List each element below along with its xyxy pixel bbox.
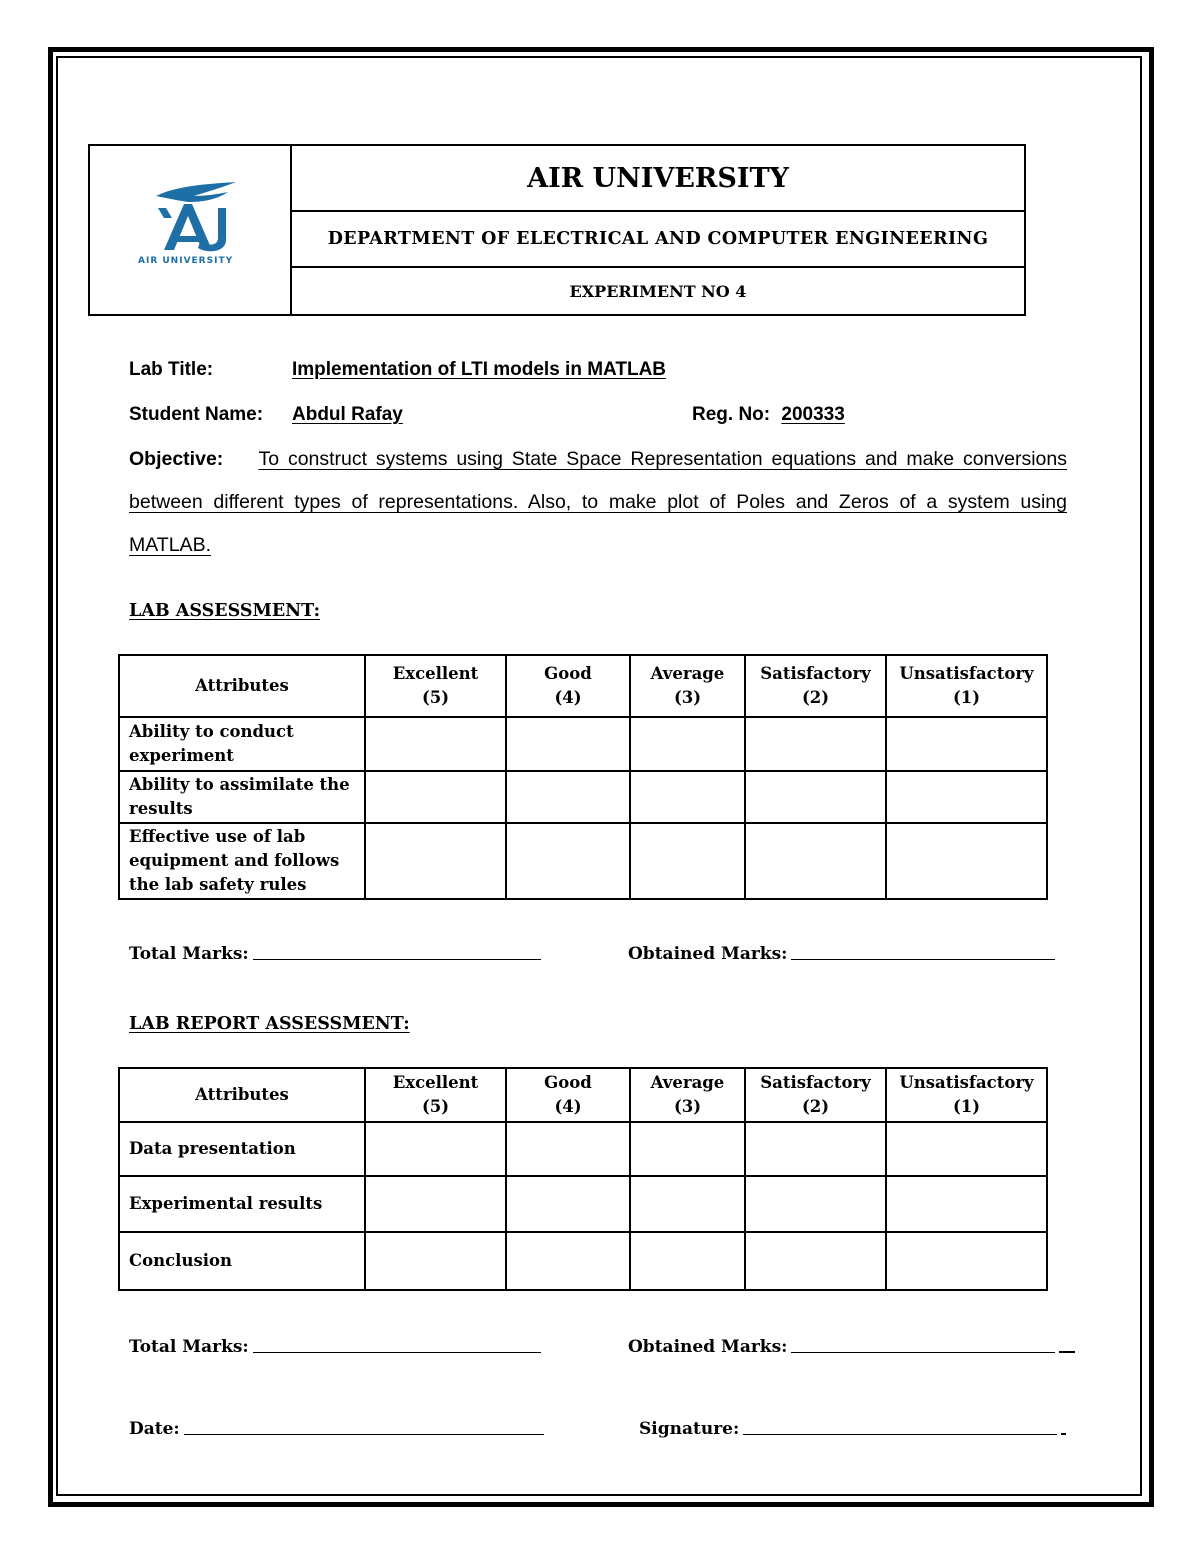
score-cell[interactable] [745, 771, 886, 823]
logo-text: AIR UNIVERSITY [138, 256, 234, 266]
department-title: DEPARTMENT OF ELECTRICAL AND COMPUTER ENGINEERING [292, 212, 1024, 268]
obtained-marks-label: Obtained Marks: [628, 1337, 788, 1357]
score-cell[interactable] [506, 1232, 630, 1290]
column-header: Excellent (5) [365, 1068, 506, 1122]
table-row [119, 717, 1047, 771]
lab-report-assessment-title: LAB REPORT ASSESSMENT: [129, 1014, 410, 1034]
table-row [119, 823, 1047, 899]
column-header: Satisfactory (2) [745, 1068, 886, 1122]
row-attribute: Conclusion [119, 1232, 365, 1290]
table-row [119, 1176, 1047, 1232]
logo-cell [90, 146, 292, 314]
signature-field[interactable] [743, 1433, 1057, 1435]
objective-value: To construct systems using State Space Representation equations and make conversions between different types of representations. Also, to make plot of Poles and Zeros of a system using MATLAB. [129, 448, 1067, 556]
score-cell[interactable] [886, 1176, 1047, 1232]
row-attribute: Data presentation [119, 1122, 365, 1176]
score-cell[interactable] [745, 823, 886, 899]
score-cell[interactable] [886, 1232, 1047, 1290]
student-name-value: Abdul Rafay [292, 404, 403, 425]
signature-label: Signature: [639, 1419, 740, 1439]
lab-title-value: Implementation of LTI models in MATLAB [292, 359, 667, 380]
score-cell[interactable] [886, 717, 1047, 771]
air-university-logo-icon [136, 178, 246, 258]
table-row [119, 1122, 1047, 1176]
title-cells [292, 146, 1024, 314]
reg-no-label: Reg. No: [692, 404, 771, 425]
university-title: AIR UNIVERSITY [292, 146, 1024, 212]
objective-paragraph [129, 438, 1067, 567]
total-marks-field[interactable] [253, 958, 541, 960]
total-marks-field[interactable] [253, 1351, 541, 1353]
column-header: Attributes [119, 655, 365, 717]
reg-no-row [692, 404, 845, 426]
lab-total-marks [129, 944, 541, 964]
row-attribute: Experimental results [119, 1176, 365, 1232]
obtained-marks-label: Obtained Marks: [628, 944, 788, 964]
date-label: Date: [129, 1419, 180, 1439]
score-cell[interactable] [506, 1122, 630, 1176]
row-attribute: Effective use of lab equipment and follows the lab safety rules [119, 823, 365, 899]
lab-title-row [129, 359, 213, 381]
lab-assessment-table [118, 654, 1048, 900]
obtained-marks-field[interactable] [791, 1351, 1055, 1353]
score-cell[interactable] [506, 823, 630, 899]
row-attribute: Ability to conduct experiment [119, 717, 365, 771]
lab-title-value-wrap [292, 359, 666, 381]
score-cell[interactable] [630, 771, 745, 823]
score-cell[interactable] [886, 1122, 1047, 1176]
objective-label: Objective: [129, 448, 224, 470]
score-cell[interactable] [745, 1122, 886, 1176]
score-cell[interactable] [365, 717, 506, 771]
column-header: Good (4) [506, 655, 630, 717]
score-cell[interactable] [365, 1176, 506, 1232]
student-name-row [129, 404, 263, 426]
date-field[interactable] [184, 1433, 544, 1435]
lab-title-label: Lab Title: [129, 359, 214, 380]
score-cell[interactable] [365, 823, 506, 899]
header-block [88, 144, 1026, 316]
score-cell[interactable] [630, 1122, 745, 1176]
reg-no-value: 200333 [781, 404, 845, 425]
underline-tail [1059, 1351, 1075, 1353]
score-cell[interactable] [365, 771, 506, 823]
total-marks-label: Total Marks: [129, 944, 249, 964]
score-cell[interactable] [745, 1176, 886, 1232]
column-header: Excellent (5) [365, 655, 506, 717]
row-attribute: Ability to assimilate the results [119, 771, 365, 823]
column-header: Attributes [119, 1068, 365, 1122]
score-cell[interactable] [630, 1232, 745, 1290]
obtained-marks-field[interactable] [791, 958, 1055, 960]
report-total-marks [129, 1337, 541, 1357]
score-cell[interactable] [630, 1176, 745, 1232]
lab-assessment-title: LAB ASSESSMENT: [129, 601, 321, 621]
column-header: Satisfactory (2) [745, 655, 886, 717]
student-name-value-wrap [292, 404, 403, 426]
date-row [129, 1419, 544, 1439]
column-header: Average (3) [630, 655, 745, 717]
score-cell[interactable] [506, 1176, 630, 1232]
table-header-row [119, 655, 1047, 717]
column-header: Unsatisfactory (1) [886, 655, 1047, 717]
underline-tail [1061, 1433, 1066, 1435]
signature-row [639, 1419, 1066, 1439]
table-row [119, 1232, 1047, 1290]
student-name-label: Student Name: [129, 404, 264, 425]
score-cell[interactable] [886, 771, 1047, 823]
table-row [119, 771, 1047, 823]
score-cell[interactable] [365, 1232, 506, 1290]
score-cell[interactable] [745, 1232, 886, 1290]
score-cell[interactable] [745, 717, 886, 771]
score-cell[interactable] [365, 1122, 506, 1176]
column-header: Good (4) [506, 1068, 630, 1122]
lab-obtained-marks [628, 944, 1055, 964]
column-header: Unsatisfactory (1) [886, 1068, 1047, 1122]
table-header-row [119, 1068, 1047, 1122]
score-cell[interactable] [630, 823, 745, 899]
lab-report-assessment-table [118, 1067, 1048, 1291]
total-marks-label: Total Marks: [129, 1337, 249, 1357]
score-cell[interactable] [506, 717, 630, 771]
score-cell[interactable] [506, 771, 630, 823]
report-obtained-marks [628, 1337, 1075, 1357]
score-cell[interactable] [886, 823, 1047, 899]
column-header: Average (3) [630, 1068, 745, 1122]
score-cell[interactable] [630, 717, 745, 771]
experiment-title: EXPERIMENT NO 4 [569, 281, 747, 301]
